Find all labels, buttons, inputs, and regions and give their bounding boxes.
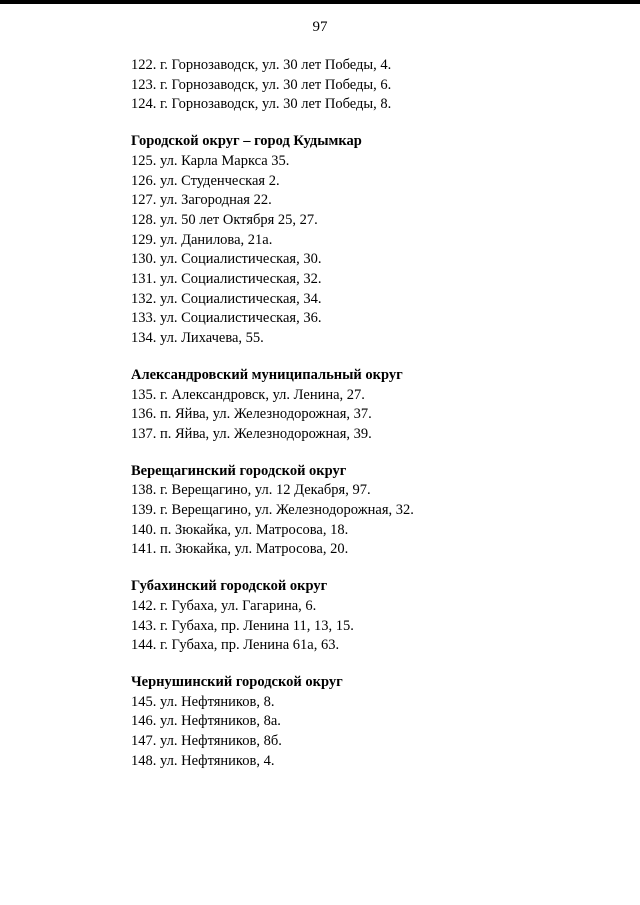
list-item: 139. г. Верещагино, ул. Железнодорожная, 32.	[131, 502, 414, 519]
list-item: 126. ул. Студенческая 2.	[131, 172, 280, 189]
section-heading: Верещагинский городской округ	[131, 462, 347, 479]
list-item: 131. ул. Социалистическая, 32.	[131, 271, 322, 288]
list-item: 138. г. Верещагино, ул. 12 Декабря, 97.	[131, 482, 371, 499]
list-item: 146. ул. Нефтяников, 8а.	[131, 713, 281, 730]
section-chernushka	[131, 673, 611, 772]
list-item: 122. г. Горнозаводск, ул. 30 лет Победы, 4.	[131, 57, 392, 73]
section-heading: Александровский муниципальный округ	[131, 366, 403, 383]
list-item: 134. ул. Лихачева, 55.	[131, 330, 264, 347]
list-item: 148. ул. Нефтяников, 4.	[131, 752, 275, 769]
section-gubakha	[131, 577, 611, 656]
list-item: 142. г. Губаха, ул. Гагарина, 6.	[131, 597, 317, 614]
section-heading: Чернушинский городской округ	[131, 673, 343, 690]
list-item: 128. ул. 50 лет Октября 25, 27.	[131, 211, 318, 228]
section-aleksandrovsk	[131, 366, 611, 445]
list-item: 144. г. Губаха, пр. Ленина 61а, 63.	[131, 637, 340, 654]
document-body	[131, 56, 611, 772]
list-item: 132. ул. Социалистическая, 34.	[131, 290, 322, 307]
list-item: 125. ул. Карла Маркса 35.	[131, 152, 290, 169]
list-item: 130. ул. Социалистическая, 30.	[131, 251, 322, 268]
list-item: 127. ул. Загородная 22.	[131, 192, 272, 209]
list-item: 143. г. Губаха, пр. Ленина 11, 13, 15.	[131, 617, 354, 634]
page-number: 97	[312, 19, 328, 35]
list-item: 141. п. Зюкайка, ул. Матросова, 20.	[131, 541, 349, 558]
section-kudymkar	[131, 132, 611, 349]
list-item: 135. г. Александровск, ул. Ленина, 27.	[131, 386, 365, 403]
section-heading: Городской округ – город Кудымкар	[131, 133, 362, 150]
list-item: 123. г. Горнозаводск, ул. 30 лет Победы, 6.	[131, 76, 392, 93]
top-border-rule	[0, 0, 640, 4]
section-vereshchagino	[131, 462, 611, 561]
list-item: 133. ул. Социалистическая, 36.	[131, 310, 322, 327]
list-item: 145. ул. Нефтяников, 8.	[131, 693, 275, 710]
list-item: 136. п. Яйва, ул. Железнодорожная, 37.	[131, 406, 372, 423]
list-item: 147. ул. Нефтяников, 8б.	[131, 733, 282, 750]
section-heading: Губахинский городской округ	[131, 578, 328, 595]
list-item: 137. п. Яйва, ул. Железнодорожная, 39.	[131, 425, 372, 442]
section-gornozavodsk	[131, 56, 611, 115]
list-item: 124. г. Горнозаводск, ул. 30 лет Победы, 8.	[131, 96, 392, 113]
list-item: 129. ул. Данилова, 21а.	[131, 231, 273, 248]
list-item: 140. п. Зюкайка, ул. Матросова, 18.	[131, 521, 349, 538]
